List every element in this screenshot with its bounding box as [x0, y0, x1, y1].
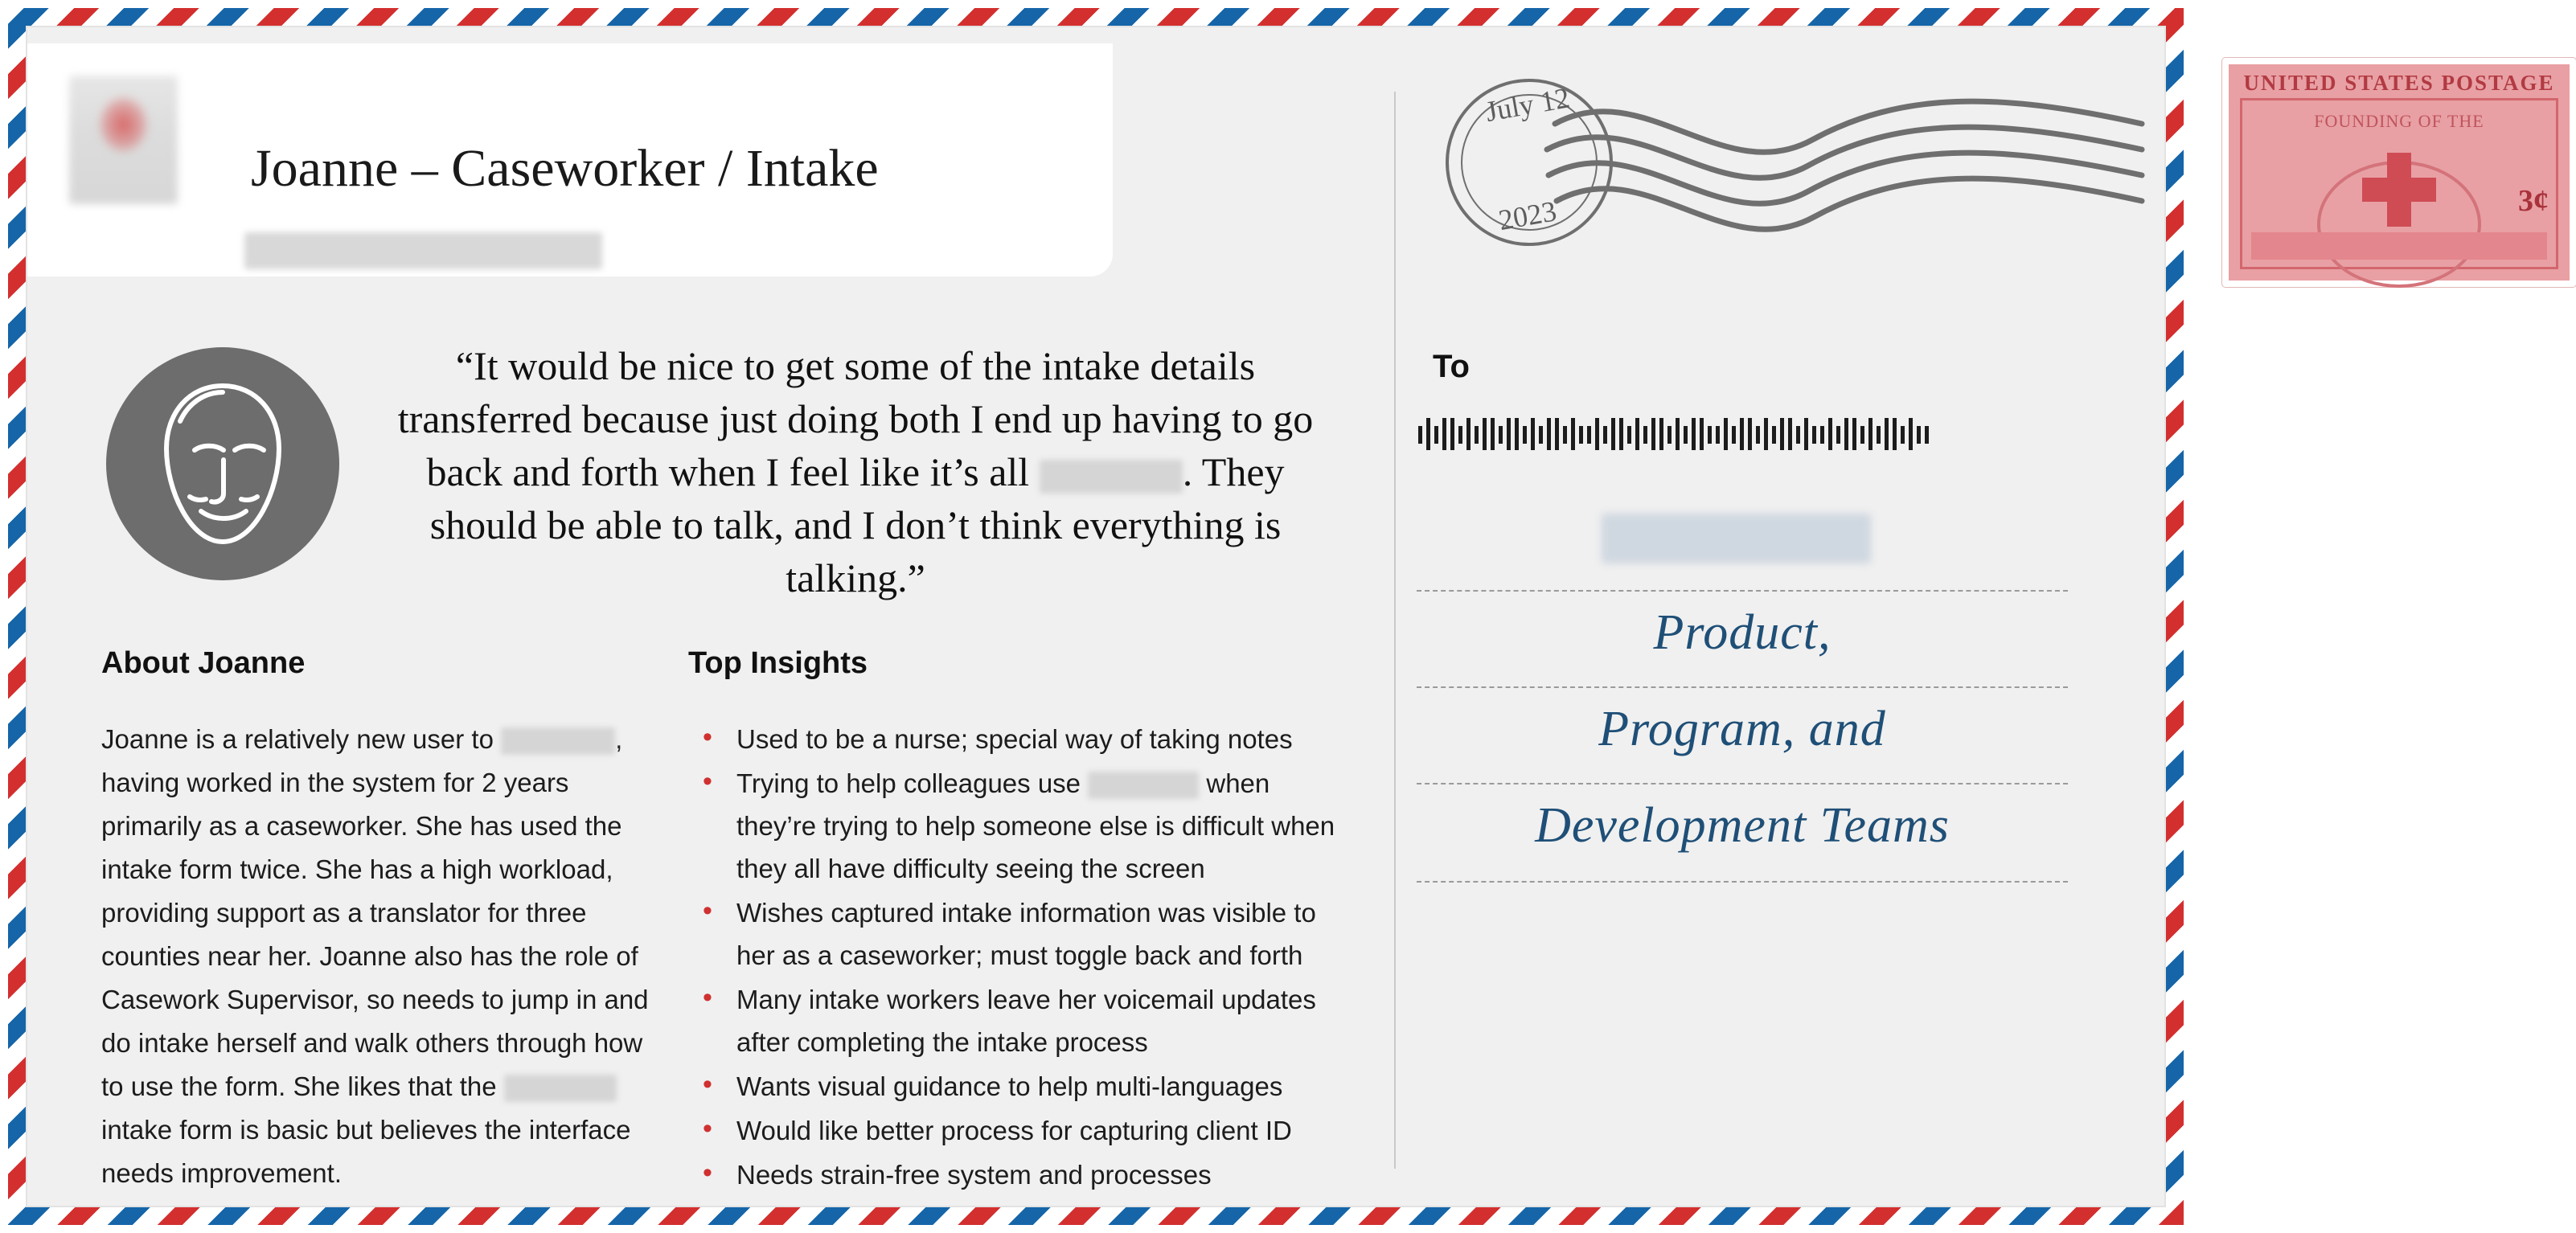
address-rule [1417, 686, 2068, 688]
list-item-text: Wants visual guidance to help multi-languages [736, 1071, 1283, 1101]
postmark-date-text: July 12 [1483, 81, 1573, 128]
about-part-3: intake form is basic but believes the interface needs improvement. [101, 1115, 631, 1188]
insights-heading: Top Insights [688, 646, 868, 680]
stamp-top-text: UNITED STATES POSTAGE [2243, 71, 2555, 95]
stamp-bottom-bar [2251, 232, 2547, 260]
portrait-photo [69, 76, 178, 204]
list-item [688, 1109, 1356, 1152]
postage-stamp [2222, 58, 2576, 287]
about-heading: About Joanne [101, 646, 306, 680]
about-redaction-1 [501, 727, 615, 755]
postmark-icon [1434, 68, 2158, 260]
address-rule [1417, 590, 2068, 592]
face-icon [106, 347, 339, 580]
list-item-text: Would like better process for capturing client ID [736, 1116, 1292, 1145]
about-section [101, 646, 656, 1195]
quote-redaction [1040, 460, 1183, 494]
list-item [688, 1153, 1356, 1196]
list-item-text-pre: Trying to help colleagues use [736, 768, 1089, 798]
postcard [8, 8, 2555, 1225]
stamp-body [2229, 64, 2570, 281]
address-line-1: Product, [1653, 605, 1832, 660]
about-redaction-2 [504, 1075, 617, 1102]
about-part-2: , having worked in the system for 2 years primarily as a caseworker. She has used the intake form twice. She has a high workload, providing support as a translator for three counties near her. Joanne also has the role of Casework Supervisor, so needs to jump in and do intake herself and walk others through how to use the form. She likes that the [101, 724, 649, 1101]
address-line-2: Program, and [1598, 702, 1886, 756]
insights-section [688, 646, 1356, 1198]
address-line-3: Development Teams [1535, 798, 1950, 853]
quote-part-1: “It would be nice to get some of the intake details transferred because just doing both I end up having to go back and forth when I feel like it’s all [397, 343, 1314, 494]
list-item-text-post: when they’re trying to help someone else is difficult when they all have difficulty seeing the screen [736, 768, 1335, 883]
list-item [688, 891, 1356, 977]
insight-redaction [1088, 772, 1199, 799]
list-item-text: Needs strain-free system and processes [736, 1160, 1212, 1190]
list-item [688, 978, 1356, 1063]
address-rule [1417, 881, 2068, 883]
postmark-year-text: 2023 [1495, 195, 1559, 237]
insights-list [688, 718, 1356, 1196]
stamp-arc-text: FOUNDING OF THE [2314, 111, 2484, 131]
header-subtitle-redacted [244, 232, 602, 269]
about-body [101, 718, 656, 1195]
right-column [1402, 27, 2555, 1206]
page-title: Joanne – Caseworker / Intake [251, 139, 879, 198]
header-card [27, 43, 1113, 277]
pull-quote [373, 339, 1338, 604]
left-column [27, 27, 1394, 1206]
column-divider [1394, 92, 1396, 1169]
postcard-inner [26, 26, 2555, 1207]
avatar [106, 347, 339, 580]
list-item-text: Used to be a nurse; special way of taking notes [736, 724, 1293, 754]
list-item-text: Wishes captured intake information was visible to her as a caseworker; must toggle back and forth [736, 898, 1316, 970]
recipient-redacted [1602, 514, 1871, 563]
list-item [688, 1065, 1356, 1108]
quote-part-2: . They should be able to talk, and I don’t think everything is talking.” [429, 449, 1285, 600]
to-label: To [1433, 349, 1470, 384]
barcode-icon [1417, 413, 1939, 455]
list-item-text: Many intake workers leave her voicemail updates after completing the intake process [736, 985, 1316, 1057]
stamp-denomination: 3¢ [2518, 184, 2549, 218]
about-part-1: Joanne is a relatively new user to [101, 724, 502, 754]
address-rule [1417, 783, 2068, 784]
list-item [688, 762, 1356, 890]
red-cross-icon-bar [2362, 178, 2436, 202]
list-item [688, 718, 1356, 760]
